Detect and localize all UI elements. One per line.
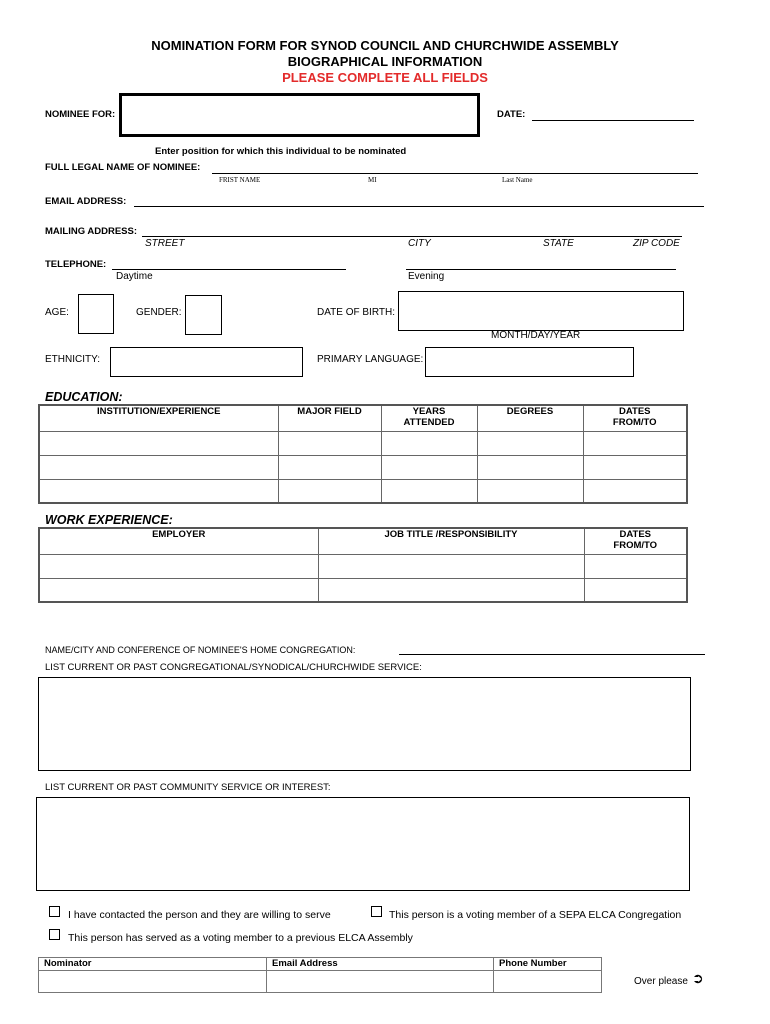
table-row[interactable] xyxy=(39,578,687,602)
congregation-field[interactable] xyxy=(399,654,705,655)
table-cell[interactable] xyxy=(477,455,583,479)
street-hint: STREET xyxy=(145,238,185,249)
education-col-years-text: YEARS ATTENDED xyxy=(403,406,455,428)
contacted-checkbox[interactable] xyxy=(49,906,60,917)
over-please-label: Over please xyxy=(634,976,688,987)
full-name-label: FULL LEGAL NAME OF NOMINEE: xyxy=(45,162,201,173)
mi-hint: MI xyxy=(368,176,377,184)
work-col-employer: EMPLOYER xyxy=(39,528,318,554)
table-row[interactable] xyxy=(39,554,687,578)
voting-member-label: This person is a voting member of a SEPA ELCA Congregation xyxy=(389,909,682,921)
city-hint: CITY xyxy=(408,238,431,249)
table-cell[interactable] xyxy=(278,431,381,455)
telephone-daytime-field[interactable] xyxy=(112,269,346,270)
education-col-degrees: DEGREES xyxy=(477,405,583,431)
date-label: DATE: xyxy=(497,109,526,120)
table-cell[interactable] xyxy=(477,479,583,503)
age-input[interactable] xyxy=(78,294,114,334)
ethnicity-label: ETHNICITY: xyxy=(45,354,101,365)
table-cell[interactable] xyxy=(584,554,687,578)
gender-label: GENDER: xyxy=(136,307,182,318)
table-cell[interactable] xyxy=(477,431,583,455)
email-label: EMAIL ADDRESS: xyxy=(45,196,127,207)
table-cell[interactable] xyxy=(583,479,687,503)
telephone-label: TELEPHONE: xyxy=(45,259,107,270)
table-cell[interactable] xyxy=(39,578,318,602)
telephone-evening-field[interactable] xyxy=(406,269,676,270)
served-label: This person has served as a voting member to a previous ELCA Assembly xyxy=(68,932,413,944)
community-label: LIST CURRENT OR PAST COMMUNITY SERVICE OR INTEREST: xyxy=(45,782,331,793)
table-cell[interactable] xyxy=(583,455,687,479)
church-service-input[interactable] xyxy=(38,677,691,771)
nominator-phone-input[interactable] xyxy=(494,971,602,993)
nominator-header-row xyxy=(39,958,602,971)
table-cell[interactable] xyxy=(381,479,477,503)
form-subtitle: BIOGRAPHICAL INFORMATION xyxy=(287,54,483,69)
work-heading: WORK EXPERIENCE: xyxy=(45,513,173,527)
language-input[interactable] xyxy=(425,347,634,377)
table-cell[interactable] xyxy=(39,554,318,578)
work-col-dates xyxy=(584,528,687,554)
table-row[interactable] xyxy=(39,455,687,479)
dob-format-hint: MONTH/DAY/YEAR xyxy=(491,330,581,341)
table-cell[interactable] xyxy=(39,431,278,455)
nominee-for-label: NOMINEE FOR: xyxy=(45,109,116,120)
table-cell[interactable] xyxy=(583,431,687,455)
table-cell[interactable] xyxy=(318,578,584,602)
nominator-input[interactable] xyxy=(39,971,267,993)
full-name-field[interactable] xyxy=(212,173,698,174)
community-input[interactable] xyxy=(36,797,690,891)
dob-label: DATE OF BIRTH: xyxy=(317,307,395,318)
mailing-field[interactable] xyxy=(142,236,682,237)
email-col-label: Email Address xyxy=(267,958,494,971)
nominator-table xyxy=(38,957,602,993)
nominee-for-input[interactable] xyxy=(119,93,480,137)
congregation-label: NAME/CITY AND CONFERENCE OF NOMINEE'S HOME CONGREGATION: xyxy=(45,645,356,655)
gender-input[interactable] xyxy=(185,295,222,335)
complete-all-notice: PLEASE COMPLETE ALL FIELDS xyxy=(282,70,488,85)
education-col-dates-text: DATES FROM/TO xyxy=(612,406,657,428)
church-service-label: LIST CURRENT OR PAST CONGREGATIONAL/SYNODICAL/CHURCHWIDE SERVICE: xyxy=(45,662,422,673)
work-header-row xyxy=(39,528,687,554)
last-name-hint: Last Name xyxy=(502,176,533,184)
age-label: AGE: xyxy=(45,307,69,318)
table-cell[interactable] xyxy=(584,578,687,602)
table-cell[interactable] xyxy=(39,455,278,479)
nominator-col-label: Nominator xyxy=(39,958,267,971)
table-cell[interactable] xyxy=(278,479,381,503)
served-checkbox[interactable] xyxy=(49,929,60,940)
state-hint: STATE xyxy=(543,238,574,249)
table-cell[interactable] xyxy=(39,479,278,503)
work-table xyxy=(38,527,688,603)
daytime-hint: Daytime xyxy=(116,271,153,282)
voting-member-checkbox[interactable] xyxy=(371,906,382,917)
work-col-job-title: JOB TITLE /RESPONSIBILITY xyxy=(318,528,584,554)
evening-hint: Evening xyxy=(408,271,445,282)
education-heading: EDUCATION: xyxy=(45,390,123,404)
education-header-row xyxy=(39,405,687,431)
email-field[interactable] xyxy=(134,206,704,207)
education-table xyxy=(38,404,688,504)
table-row[interactable] xyxy=(39,431,687,455)
nominator-email-input[interactable] xyxy=(267,971,494,993)
mailing-label: MAILING ADDRESS: xyxy=(45,226,138,237)
education-col-years xyxy=(381,405,477,431)
education-col-dates xyxy=(583,405,687,431)
language-label: PRIMARY LANGUAGE: xyxy=(317,354,424,365)
turn-page-arrow-icon: ➲ xyxy=(692,971,704,987)
dob-input[interactable] xyxy=(398,291,684,331)
form-title: NOMINATION FORM FOR SYNOD COUNCIL AND CHURCHWIDE ASSEMBLY xyxy=(151,38,619,53)
zip-hint: ZIP CODE xyxy=(633,238,680,249)
table-cell[interactable] xyxy=(318,554,584,578)
table-cell[interactable] xyxy=(381,431,477,455)
education-col-major: MAJOR FIELD xyxy=(278,405,381,431)
table-cell[interactable] xyxy=(278,455,381,479)
date-field[interactable] xyxy=(532,120,694,121)
contacted-label: I have contacted the person and they are willing to serve xyxy=(68,909,331,921)
first-name-hint: FRIST NAME xyxy=(219,176,261,184)
table-cell[interactable] xyxy=(381,455,477,479)
table-row[interactable] xyxy=(39,971,602,993)
position-hint: Enter position for which this individual to be nominated xyxy=(155,146,407,157)
education-col-institution: INSTITUTION/EXPERIENCE xyxy=(39,405,278,431)
ethnicity-input[interactable] xyxy=(110,347,303,377)
table-row[interactable] xyxy=(39,479,687,503)
phone-col-label: Phone Number xyxy=(494,958,602,971)
work-col-dates-text: DATES FROM/TO xyxy=(613,529,658,551)
